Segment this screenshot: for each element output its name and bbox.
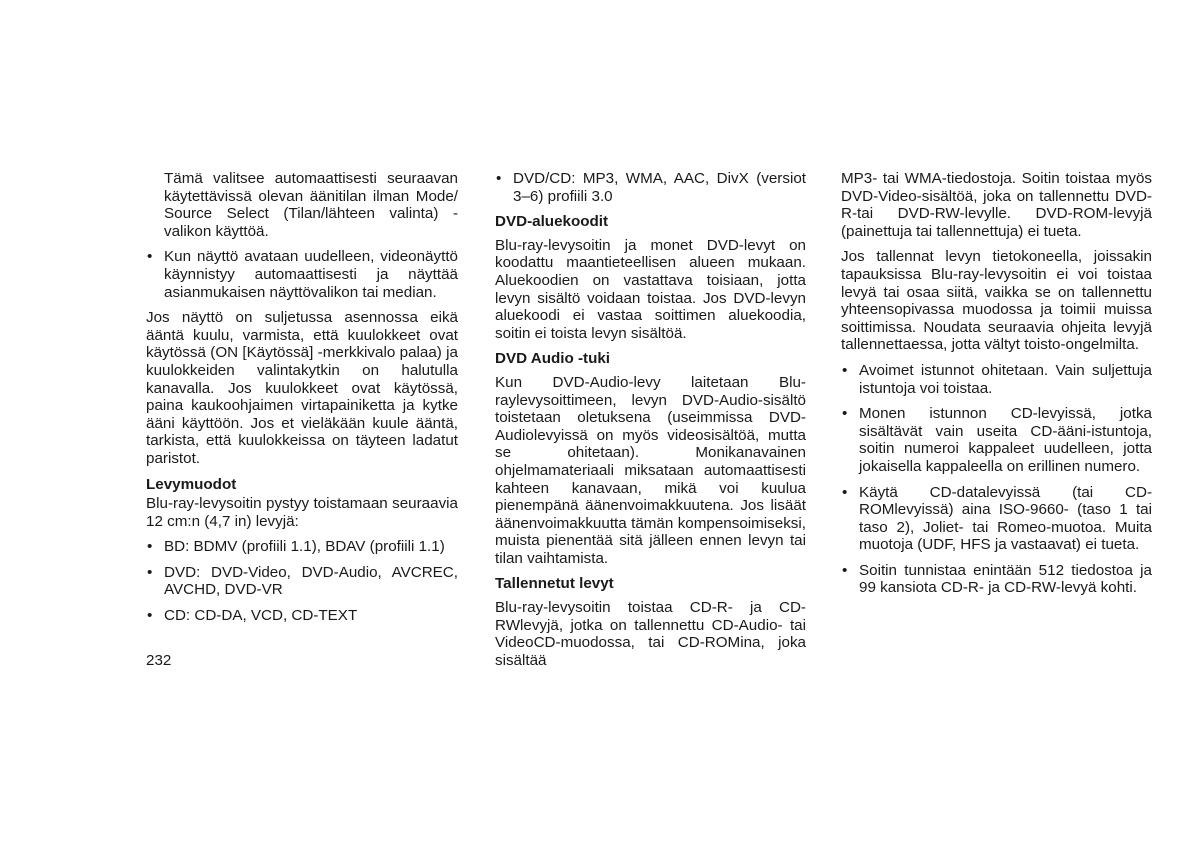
tip-text: Monen istunnon CD-levyissä, jotka sisältävät vain useita CD-ääni-istuntoja, soitin numeroi kappaleet uudelleen, jotta jokaisella kappaleella on erillinen numero. <box>859 405 1152 475</box>
heading-region-codes: DVD-aluekoodit <box>495 213 609 231</box>
bullet-icon: • <box>147 248 153 266</box>
tip-text: Soitin tunnistaa enintään 512 tiedostoa ja 99 kansiota CD-R- ja CD-RW-levyä kohti. <box>859 561 1152 597</box>
format-text: DVD: DVD-Video, DVD-Audio, AVCREC, AVCHD, DVD-VR <box>164 563 458 599</box>
heading-recorded-discs: Tallennetut levyt <box>495 575 614 593</box>
list-item <box>841 562 1152 597</box>
bullet-icon: • <box>147 538 153 556</box>
dvd-audio-paragraph: Kun DVD-Audio-levy laitetaan Blu-raylevysoittimeen, levyn DVD-Audio-sisältö toistetaan oletuksena (useimmissa DVD-Audiolevyissä on myös videosisältöä, mutta se ohitetaan). Monikanavainen ohjelmamateriaali miksataan automaattisesti kahteen kanavaan, mikä voi kuulua pienempänä äänenvoimakkuutena. Jos lisäät äänenvoimakkuutta tämän kompensoimiseksi, muista pienentää sitä jälleen ennen levyn tai tilan vaihtamista. <box>495 373 806 567</box>
list-item <box>841 405 1152 475</box>
bullet-icon: • <box>842 361 848 379</box>
region-paragraph: Blu-ray-levysoitin ja monet DVD-levyt on koodattu maantieteellisen alueen mukaan. Aluekoodien on vastattava toisiaan, jotta levyn sisältö voidaan toistaa. Jos DVD-levyn aluekoodi ei vastaa soittimen aluekoodia, soitin ei toista levyn sisältöä. <box>495 236 806 342</box>
bullet-icon: • <box>842 483 848 501</box>
recording-tips-list <box>841 362 1152 597</box>
list-item <box>146 564 458 599</box>
computer-recording-paragraph: Jos tallennat levyn tietokoneella, joissakin tapauksissa Blu-ray-levysoitin ei voi toistaa levyä tai osaa siitä, vaikka se on tallennettu yhteensopivassa muodossa ja toimii muissa soittimissa. Noudata seuraavia ohjeita levyjä tallennettaessa, jotta vältyt toisto-ongelmilta. <box>841 248 1152 354</box>
intro-continuation: Tämä valitsee automaattisesti seuraavan käytettävissä olevan äänitilan ilman Mode/ Source Select (Tilan/lähteen valinta) -valikon käyttöä. <box>164 170 458 240</box>
bullet-icon: • <box>496 170 502 187</box>
tip-text: Avoimet istunnot ohitetaan. Vain suljettuja istuntoja voi toistaa. <box>859 361 1152 397</box>
column-right <box>841 170 1152 605</box>
dvdcd-bullet-list <box>495 170 806 205</box>
heading-dvd-audio: DVD Audio -tuki <box>495 350 611 368</box>
bullet-icon: • <box>842 561 848 579</box>
column-left <box>146 170 458 633</box>
format-text: DVD/CD: MP3, WMA, AAC, DivX (versiot 3–6) profiili 3.0 <box>513 170 806 205</box>
recorded-discs-paragraph: Blu-ray-levysoitin toistaa CD-R- ja CD-RWlevyjä, jotka on tallennettu CD-Audio- tai VideoCD-muodossa, tai CD-ROMina, joka sisältää <box>495 599 806 669</box>
page-number: 232 <box>146 652 172 669</box>
bullet-icon: • <box>147 607 153 625</box>
bullet-icon: • <box>147 563 153 581</box>
list-item <box>146 538 458 556</box>
disc-formats-paragraph: Blu-ray-levysoitin pystyy toistamaan seuraavia 12 cm:n (4,7 in) levyjä: <box>146 495 458 530</box>
bullet-icon: • <box>842 405 848 423</box>
formats-list <box>146 538 458 624</box>
list-item <box>495 170 806 205</box>
heading-disc-formats: Levymuodot <box>146 475 237 493</box>
tip-text: Käytä CD-datalevyissä (tai CD-ROMlevyissä) aina ISO-9660- (taso 1 tai taso 2), Joliet- tai Romeo-muotoa. Muita muotoja (UDF, HFS ja vastaavat) ei tueta. <box>859 483 1152 554</box>
format-text: CD: CD-DA, VCD, CD-TEXT <box>164 607 358 625</box>
format-text: BD: BDMV (profiili 1.1), BDAV (profiili 1.1) <box>164 538 445 556</box>
display-bullet-list <box>146 248 458 301</box>
column-middle <box>495 170 806 677</box>
recorded-continuation: MP3- tai WMA-tiedostoja. Soitin toistaa myös DVD-Video-sisältöä, joka on tallennettu DVD-R-tai DVD-RW-levylle. DVD-ROM-levyjä (painettuja tai tallennettuja) ei tueta. <box>841 170 1152 240</box>
bullet-text: Kun näyttö avataan uudelleen, videonäyttö käynnistyy automaattisesti ja näyttää asianmukaisen näyttövalikon tai median. <box>164 248 458 301</box>
list-item <box>841 362 1152 397</box>
list-item <box>146 607 458 625</box>
list-item <box>146 248 458 301</box>
headphones-paragraph: Jos näyttö on suljetussa asennossa eikä ääntä kuulu, varmista, että kuulokkeet ovat käytössä (ON [Käytössä] -merkkivalo palaa) ja kuulokkeiden valintakytkin on halutulla kanavalla. Jos kuulokkeet ovat käytössä, paina kaukoohjaimen virtapainiketta ja kytke ääni käyttöön. Jos et vieläkään kuule ääntä, tarkista, että kuulokkeissa on täyteen ladatut paristot. <box>146 309 458 467</box>
list-item <box>841 484 1152 554</box>
